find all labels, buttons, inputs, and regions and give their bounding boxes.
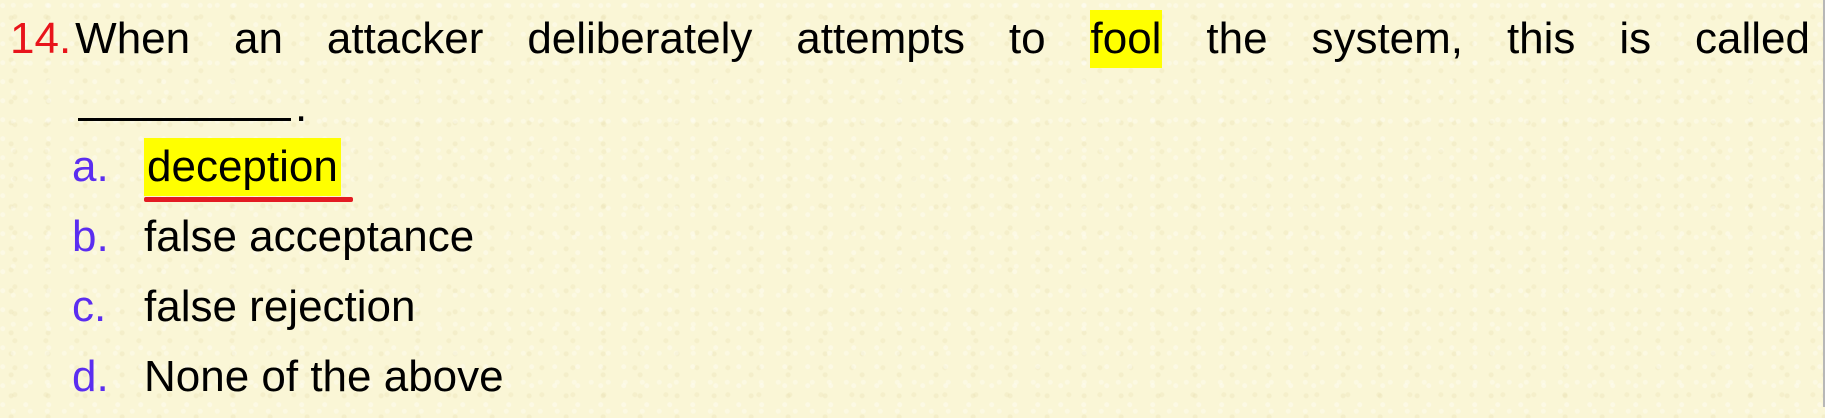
question-word: attempts (796, 14, 965, 63)
option-d[interactable] (72, 348, 504, 418)
blank-period: . (295, 82, 308, 131)
question-word: to (1008, 14, 1046, 63)
question-stem (10, 10, 1810, 68)
option-b[interactable] (72, 208, 504, 278)
option-letter: d. (72, 352, 109, 401)
question-word: When (75, 14, 191, 63)
option-text: false acceptance (144, 212, 475, 261)
question-word: called (1695, 14, 1810, 63)
option-text: false rejection (144, 282, 416, 331)
question-word: the (1206, 14, 1268, 63)
option-letter: b. (72, 212, 109, 261)
highlighted-word: fool (1090, 10, 1163, 68)
question-word: is (1619, 14, 1652, 63)
answer-underline-mark (144, 197, 353, 202)
option-text: deception (147, 142, 338, 191)
question-word: an (234, 14, 283, 63)
question-word: system, (1311, 14, 1464, 63)
correct-answer-highlight (144, 138, 341, 196)
option-a[interactable] (72, 138, 504, 208)
option-text: None of the above (144, 352, 504, 401)
answer-blank-line (78, 78, 307, 136)
answer-options (72, 138, 504, 418)
option-c[interactable] (72, 278, 504, 348)
option-letter: a. (72, 142, 109, 191)
answer-blank (78, 78, 291, 121)
question-word: deliberately (527, 14, 753, 63)
question-word: this (1506, 14, 1576, 63)
question-word: attacker (326, 14, 484, 63)
question-number: 14. (10, 14, 72, 63)
option-letter: c. (72, 282, 107, 331)
question-text (75, 10, 1810, 68)
